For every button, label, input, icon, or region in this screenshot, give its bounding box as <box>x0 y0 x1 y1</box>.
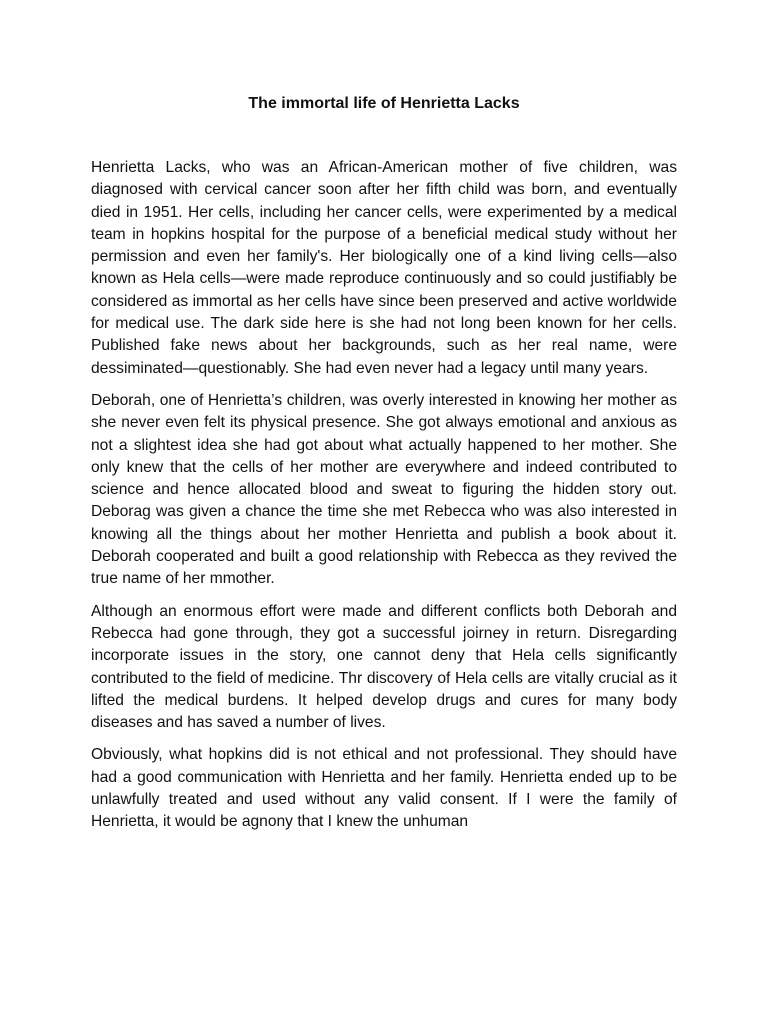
paragraph-1: Henrietta Lacks, who was an African-American mother of five children, was diagnosed with cervical cancer soon after her fifth child was born, and eventually died in 1951. Her cells, including her cancer cells, were experimented by a medical team in hopkins hospital for the purpose of a beneficial medical study without her permission and even her family's. Her biologically one of a kind living cells—also known as Hela cells—were made reproduce continuously and so could justifiably be considered as immortal as her cells have since been preserved and active worldwide for medical use. The dark side here is she had not long been known for her cells. Published fake news about her backgrounds, such as her real name, were dessiminated—questionably. She had even never had a legacy until many years. <box>91 159 677 377</box>
document-title: The immortal life of Henrietta Lacks <box>248 95 520 112</box>
document-body <box>91 157 677 844</box>
paragraph-4: Obviously, what hopkins did is not ethical and not professional. They should have had a good communication with Henrietta and her family. Henrietta ended up to be unlawfully treated and used without any valid consent. If I were the family of Henrietta, it would be agnony that I knew the unhuman <box>91 746 677 831</box>
paragraph-2: Deborah, one of Henrietta’s children, was overly interested in knowing her mother as she never even felt its physical presence. She got always emotional and anxious as not a slightest idea she had got about what actually happened to her mother. She only knew that the cells of her mother are everywhere and indeed contributed to science and hence allocated blood and sweat to figuring the hidden story out. Deborag was given a chance the time she met Rebecca who was also interested in knowing all the things about her mother Henrietta and publish a book about it. Deborah cooperated and built a good relationship with Rebecca as they revived the true name of her mmother. <box>91 391 677 588</box>
paragraph-3: Although an enormous effort were made and different conflicts both Deborah and Rebecca had gone through, they got a successful joirney in return. Disregarding incorporate issues in the story, one cannot deny that Hela cells significantly contributed to the field of medicine. Thr discovery of Hela cells are vitally crucial as it lifted the medical burdens. It helped develop drugs and cures for many body diseases and has saved a number of lives. <box>91 602 677 732</box>
